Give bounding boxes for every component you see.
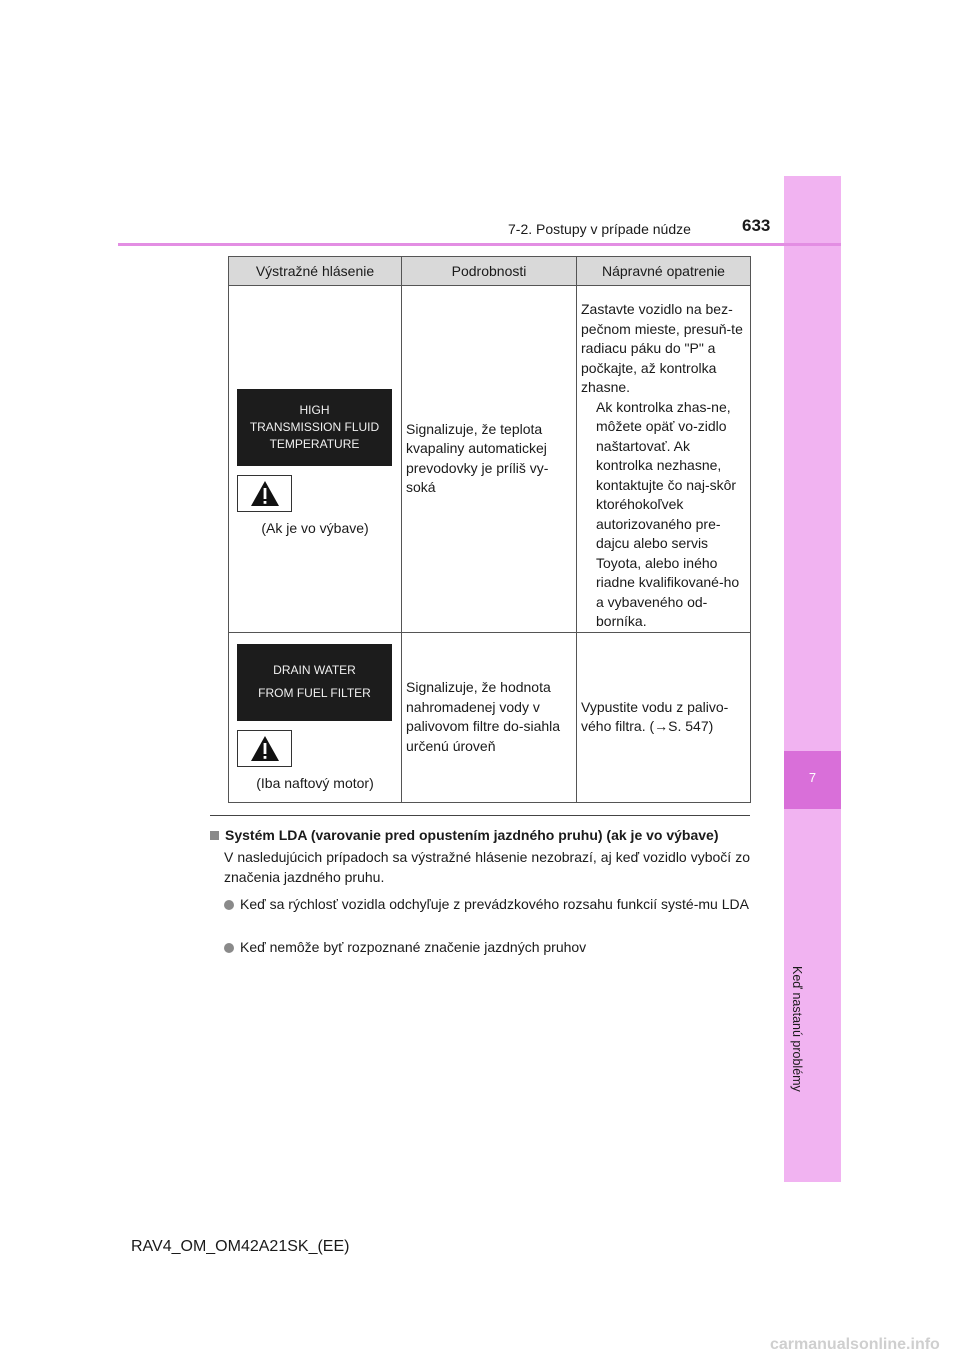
display-screen: [237, 389, 392, 466]
screen-line: FROM FUEL FILTER: [258, 686, 371, 700]
warning-triangle-icon: [237, 475, 292, 512]
header-rule: [118, 243, 841, 246]
list-item-text: Keď sa rýchlosť vozidla odchyľuje z prevádzkového rozsahu funkcií systé-mu LDA: [240, 896, 749, 912]
screen-line: DRAIN WATER: [273, 663, 356, 677]
remedy-sub-text: Ak kontrolka zhas-ne, môžete opäť vo-zidlo naštartovať. Ak kontrolka nezhasne, kontaktujte čo naj-skôr ktoréhokoľvek autorizovaného pre-dajcu alebo servis Toyota, alebo iného riadne kvalifikované-ho a vybaveného od-borníka.: [596, 398, 740, 629]
screen-line: TRANSMISSION FLUID: [249, 420, 380, 435]
warning-message-cell: [229, 632, 402, 802]
details-cell: Signalizuje, že hodnota nahromadenej vody v palivovom filtre do-siahla určenú úroveň: [402, 632, 577, 802]
warning-messages-table: [228, 256, 751, 803]
screen-line: HIGH: [299, 403, 330, 418]
display-screen: [237, 644, 392, 721]
section-paragraph: V nasledujúcich prípadoch sa výstražné hlásenie nezobrazí, aj keď vozidlo vybočí zo značenia jazdného pruhu.: [224, 849, 750, 885]
section-divider: [210, 815, 750, 816]
bullet-dot-icon: [224, 943, 234, 953]
list-item: [224, 938, 750, 958]
remedy-main-text: Vypustite vodu z palivo-vého filtra. (→S. 547): [581, 698, 729, 734]
table-header-row: [229, 257, 751, 286]
table-row: [229, 632, 751, 802]
section-heading-text: Systém LDA (varovanie pred opustením jazdného pruhu) (ak je vo výbave): [225, 827, 719, 843]
warning-message-cell: [229, 286, 402, 633]
section-heading: [210, 826, 750, 846]
screen-line: TEMPERATURE: [269, 437, 360, 452]
square-bullet-icon: [210, 831, 219, 840]
remedy-cell: [577, 286, 751, 633]
page-number: 633: [742, 216, 771, 235]
remedy-main-text: Zastavte vozidlo na bez-pečnom mieste, presuň-te radiacu páku do "P" a počkajte, až kontrolka zhasne.: [581, 301, 743, 395]
column-header-details: Podrobnosti: [402, 257, 577, 286]
document-code: RAV4_OM_OM42A21SK_(EE): [131, 1238, 350, 1255]
remedy-cell: [577, 632, 751, 802]
list-item: [224, 895, 750, 915]
chapter-number: 7: [808, 770, 817, 785]
bullet-dot-icon: [224, 900, 234, 910]
details-cell: Signalizuje, že teplota kvapaliny automatickej prevodovky je príliš vy-soká: [402, 286, 577, 633]
warning-triangle-icon: [237, 730, 292, 767]
list-item-text: Keď nemôže byť rozpoznané značenie jazdných pruhov: [240, 939, 587, 955]
availability-note: (Iba naftový motor): [256, 774, 374, 791]
column-header-warning-message: Výstražné hlásenie: [229, 257, 402, 286]
column-header-remedy: Nápravné opatrenie: [577, 257, 751, 286]
table-row: [229, 286, 751, 633]
watermark: carmanualsonline.info: [770, 1336, 940, 1353]
availability-note: (Ak je vo výbave): [261, 520, 369, 537]
section-title: 7-2. Postupy v prípade núdze: [508, 221, 691, 237]
